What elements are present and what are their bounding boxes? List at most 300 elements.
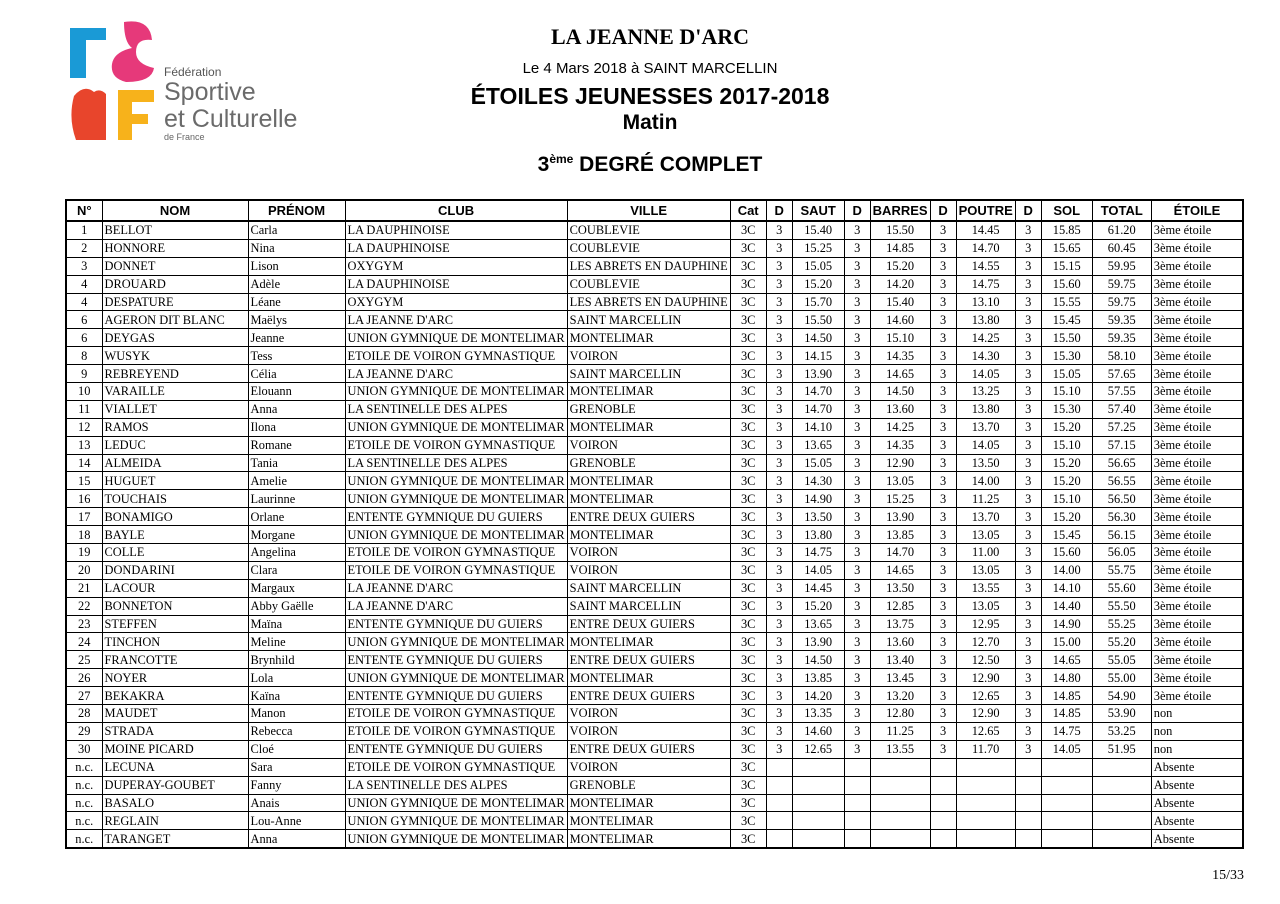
cell-d-saut: 3 <box>766 329 792 347</box>
cell-d-saut: 3 <box>766 544 792 562</box>
cell-barres <box>870 758 930 776</box>
cell-sol: 14.80 <box>1041 669 1092 687</box>
cell-club: UNION GYMNIQUE DE MONTELIMAR <box>345 812 567 830</box>
table-row <box>66 311 1243 329</box>
cell-total <box>1092 776 1151 794</box>
cell-num: 11 <box>66 400 102 418</box>
cell-barres <box>870 776 930 794</box>
cell-club: ENTENTE GYMNIQUE DU GUIERS <box>345 687 567 705</box>
cell-d-poutre: 3 <box>930 365 956 383</box>
cell-total: 59.35 <box>1092 311 1151 329</box>
cell-d-sol: 3 <box>1015 257 1041 275</box>
cell-total: 57.40 <box>1092 400 1151 418</box>
cell-nom: ALMEIDA <box>102 454 248 472</box>
cell-cat: 3C <box>730 830 766 848</box>
cell-saut <box>792 776 844 794</box>
cell-cat: 3C <box>730 651 766 669</box>
cell-sol: 15.00 <box>1041 633 1092 651</box>
cell-cat: 3C <box>730 275 766 293</box>
cell-saut <box>792 812 844 830</box>
cell-saut: 13.90 <box>792 365 844 383</box>
cell-total: 58.10 <box>1092 347 1151 365</box>
cell-nom: MOINE PICARD <box>102 740 248 758</box>
cell-prenom: Maïna <box>248 615 345 633</box>
cell-d-saut <box>766 776 792 794</box>
cell-prenom: Lou-Anne <box>248 812 345 830</box>
cell-prenom: Carla <box>248 221 345 239</box>
cell-prenom: Léane <box>248 293 345 311</box>
cell-d-barres: 3 <box>844 705 870 723</box>
cell-d-poutre: 3 <box>930 454 956 472</box>
cell-club: UNION GYMNIQUE DE MONTELIMAR <box>345 329 567 347</box>
cell-d-barres: 3 <box>844 347 870 365</box>
cell-d-barres: 3 <box>844 257 870 275</box>
cell-num: n.c. <box>66 812 102 830</box>
cell-club: LA JEANNE D'ARC <box>345 579 567 597</box>
table-row <box>66 508 1243 526</box>
cell-etoile: 3ème étoile <box>1151 615 1243 633</box>
results-table <box>65 199 1244 849</box>
cell-ville: MONTELIMAR <box>567 830 730 848</box>
ffsc-logo-mark <box>66 18 166 142</box>
cell-poutre: 12.90 <box>956 669 1015 687</box>
cell-d-saut: 3 <box>766 239 792 257</box>
cell-d-sol <box>1015 758 1041 776</box>
cell-barres: 12.85 <box>870 597 930 615</box>
cell-d-saut: 3 <box>766 221 792 239</box>
cell-sol: 14.40 <box>1041 597 1092 615</box>
cell-ville: VOIRON <box>567 544 730 562</box>
cell-barres: 13.50 <box>870 579 930 597</box>
table-row <box>66 544 1243 562</box>
cell-barres <box>870 830 930 848</box>
cell-poutre: 11.25 <box>956 490 1015 508</box>
cell-barres: 14.20 <box>870 275 930 293</box>
cell-prenom: Fanny <box>248 776 345 794</box>
cell-prenom: Clara <box>248 561 345 579</box>
cell-barres: 13.45 <box>870 669 930 687</box>
cell-club: ETOILE DE VOIRON GYMNASTIQUE <box>345 436 567 454</box>
cell-saut: 14.15 <box>792 347 844 365</box>
cell-sol: 14.65 <box>1041 651 1092 669</box>
col-header-sol: SOL <box>1041 200 1092 221</box>
cell-d-saut: 3 <box>766 275 792 293</box>
cell-prenom: Cloé <box>248 740 345 758</box>
cell-d-saut <box>766 812 792 830</box>
logo-line-2: Sportive <box>164 78 256 106</box>
cell-prenom: Kaïna <box>248 687 345 705</box>
cell-poutre: 12.95 <box>956 615 1015 633</box>
cell-d-sol <box>1015 794 1041 812</box>
cell-sol: 15.60 <box>1041 275 1092 293</box>
cell-total: 53.25 <box>1092 722 1151 740</box>
table-row <box>66 758 1243 776</box>
cell-prenom: Lison <box>248 257 345 275</box>
cell-club: ETOILE DE VOIRON GYMNASTIQUE <box>345 722 567 740</box>
table-row <box>66 365 1243 383</box>
cell-d-sol: 3 <box>1015 740 1041 758</box>
cell-saut: 12.65 <box>792 740 844 758</box>
cell-club: ENTENTE GYMNIQUE DU GUIERS <box>345 615 567 633</box>
cell-sol: 15.10 <box>1041 490 1092 508</box>
cell-club: OXYGYM <box>345 257 567 275</box>
cell-sol: 15.30 <box>1041 400 1092 418</box>
cell-poutre: 13.70 <box>956 418 1015 436</box>
cell-sol: 15.10 <box>1041 383 1092 401</box>
cell-d-saut: 3 <box>766 526 792 544</box>
results-header <box>66 200 1243 221</box>
cell-saut: 13.90 <box>792 633 844 651</box>
cell-poutre: 13.55 <box>956 579 1015 597</box>
cell-total: 56.30 <box>1092 508 1151 526</box>
cell-sol <box>1041 812 1092 830</box>
cell-club: UNION GYMNIQUE DE MONTELIMAR <box>345 794 567 812</box>
cell-d-saut: 3 <box>766 454 792 472</box>
cell-ville: LES ABRETS EN DAUPHINE <box>567 293 730 311</box>
cell-num: 6 <box>66 329 102 347</box>
cell-d-poutre: 3 <box>930 329 956 347</box>
cell-ville: VOIRON <box>567 705 730 723</box>
cell-cat: 3C <box>730 722 766 740</box>
cell-d-barres: 3 <box>844 579 870 597</box>
cell-d-sol: 3 <box>1015 293 1041 311</box>
cell-etoile: 3ème étoile <box>1151 400 1243 418</box>
cell-total: 56.50 <box>1092 490 1151 508</box>
cell-barres: 14.25 <box>870 418 930 436</box>
cell-total: 59.35 <box>1092 329 1151 347</box>
cell-d-sol: 3 <box>1015 561 1041 579</box>
cell-poutre: 13.05 <box>956 526 1015 544</box>
cell-etoile: 3ème étoile <box>1151 221 1243 239</box>
cell-saut: 14.05 <box>792 561 844 579</box>
cell-etoile: 3ème étoile <box>1151 275 1243 293</box>
cell-cat: 3C <box>730 669 766 687</box>
cell-total: 55.00 <box>1092 669 1151 687</box>
cell-nom: COLLE <box>102 544 248 562</box>
cell-d-poutre: 3 <box>930 383 956 401</box>
cell-sol: 15.20 <box>1041 418 1092 436</box>
cell-saut: 13.65 <box>792 436 844 454</box>
table-row <box>66 383 1243 401</box>
cell-poutre: 14.45 <box>956 221 1015 239</box>
cell-saut: 13.35 <box>792 705 844 723</box>
cell-saut: 14.90 <box>792 490 844 508</box>
cell-nom: LECUNA <box>102 758 248 776</box>
cell-d-barres: 3 <box>844 293 870 311</box>
cell-poutre: 13.25 <box>956 383 1015 401</box>
cell-nom: RAMOS <box>102 418 248 436</box>
cell-d-barres: 3 <box>844 633 870 651</box>
cell-sol: 15.20 <box>1041 454 1092 472</box>
cell-d-saut: 3 <box>766 311 792 329</box>
table-row <box>66 472 1243 490</box>
cell-prenom: Elouann <box>248 383 345 401</box>
cell-ville: ENTRE DEUX GUIERS <box>567 687 730 705</box>
cell-d-sol: 3 <box>1015 544 1041 562</box>
cell-d-saut: 3 <box>766 257 792 275</box>
cell-prenom: Orlane <box>248 508 345 526</box>
cell-sol: 14.85 <box>1041 687 1092 705</box>
cell-nom: STEFFEN <box>102 615 248 633</box>
cell-d-poutre <box>930 812 956 830</box>
cell-barres: 14.35 <box>870 347 930 365</box>
cell-ville: MONTELIMAR <box>567 418 730 436</box>
cell-d-sol <box>1015 812 1041 830</box>
cell-cat: 3C <box>730 776 766 794</box>
cell-ville: GRENOBLE <box>567 454 730 472</box>
table-row <box>66 221 1243 239</box>
table-row <box>66 257 1243 275</box>
cell-num: 30 <box>66 740 102 758</box>
cell-barres: 15.20 <box>870 257 930 275</box>
cell-d-saut: 3 <box>766 400 792 418</box>
cell-d-sol: 3 <box>1015 687 1041 705</box>
cell-sol: 15.45 <box>1041 526 1092 544</box>
cell-ville: VOIRON <box>567 347 730 365</box>
cell-etoile: 3ème étoile <box>1151 544 1243 562</box>
cell-d-poutre: 3 <box>930 615 956 633</box>
cell-total: 55.50 <box>1092 597 1151 615</box>
cell-poutre: 14.00 <box>956 472 1015 490</box>
cell-d-barres: 3 <box>844 400 870 418</box>
cell-poutre: 13.80 <box>956 311 1015 329</box>
cell-total: 55.75 <box>1092 561 1151 579</box>
cell-num: n.c. <box>66 794 102 812</box>
cell-ville: MONTELIMAR <box>567 490 730 508</box>
ffsc-logo <box>66 18 316 142</box>
cell-barres: 15.50 <box>870 221 930 239</box>
cell-d-barres: 3 <box>844 669 870 687</box>
cell-d-barres: 3 <box>844 508 870 526</box>
table-row <box>66 812 1243 830</box>
table-row <box>66 454 1243 472</box>
cell-barres: 13.05 <box>870 472 930 490</box>
cell-ville: VOIRON <box>567 758 730 776</box>
cell-nom: BELLOT <box>102 221 248 239</box>
cell-poutre <box>956 812 1015 830</box>
cell-cat: 3C <box>730 615 766 633</box>
cell-cat: 3C <box>730 526 766 544</box>
cell-sol: 14.90 <box>1041 615 1092 633</box>
cell-num: 26 <box>66 669 102 687</box>
cell-poutre <box>956 776 1015 794</box>
cell-prenom: Jeanne <box>248 329 345 347</box>
cell-barres <box>870 812 930 830</box>
cell-cat: 3C <box>730 365 766 383</box>
cell-prenom: Célia <box>248 365 345 383</box>
col-header-prenom: PRÉNOM <box>248 200 345 221</box>
cell-etoile: Absente <box>1151 758 1243 776</box>
cell-num: 16 <box>66 490 102 508</box>
cell-cat: 3C <box>730 740 766 758</box>
cell-prenom: Maëlys <box>248 311 345 329</box>
cell-nom: HUGUET <box>102 472 248 490</box>
cell-club: ETOILE DE VOIRON GYMNASTIQUE <box>345 544 567 562</box>
cell-num: 17 <box>66 508 102 526</box>
cell-etoile: 3ème étoile <box>1151 418 1243 436</box>
cell-prenom: Nina <box>248 239 345 257</box>
cell-total: 56.65 <box>1092 454 1151 472</box>
cell-club: UNION GYMNIQUE DE MONTELIMAR <box>345 418 567 436</box>
cell-cat: 3C <box>730 812 766 830</box>
cell-d-saut: 3 <box>766 722 792 740</box>
cell-cat: 3C <box>730 329 766 347</box>
cell-d-sol: 3 <box>1015 508 1041 526</box>
cell-nom: TARANGET <box>102 830 248 848</box>
cell-d-poutre: 3 <box>930 705 956 723</box>
cell-d-sol: 3 <box>1015 436 1041 454</box>
cell-d-poutre: 3 <box>930 687 956 705</box>
cell-club: UNION GYMNIQUE DE MONTELIMAR <box>345 669 567 687</box>
cell-num: 21 <box>66 579 102 597</box>
cell-poutre: 12.65 <box>956 722 1015 740</box>
cell-etoile: 3ème étoile <box>1151 597 1243 615</box>
table-row <box>66 526 1243 544</box>
cell-nom: BAYLE <box>102 526 248 544</box>
cell-sol <box>1041 794 1092 812</box>
session-title: Matin <box>622 111 678 134</box>
cell-ville: GRENOBLE <box>567 400 730 418</box>
cell-sol: 15.60 <box>1041 544 1092 562</box>
cell-d-barres: 3 <box>844 383 870 401</box>
cell-d-poutre <box>930 758 956 776</box>
cell-sol <box>1041 776 1092 794</box>
table-row <box>66 651 1243 669</box>
table-row <box>66 830 1243 848</box>
cell-poutre: 11.00 <box>956 544 1015 562</box>
cell-cat: 3C <box>730 311 766 329</box>
cell-saut: 14.10 <box>792 418 844 436</box>
cell-saut: 13.85 <box>792 669 844 687</box>
cell-prenom: Abby Gaëlle <box>248 597 345 615</box>
cell-nom: STRADA <box>102 722 248 740</box>
cell-sol: 15.65 <box>1041 239 1092 257</box>
cell-d-sol: 3 <box>1015 347 1041 365</box>
cell-total: 59.75 <box>1092 275 1151 293</box>
cell-d-barres <box>844 794 870 812</box>
cell-nom: DEYGAS <box>102 329 248 347</box>
cell-d-saut: 3 <box>766 347 792 365</box>
cell-cat: 3C <box>730 490 766 508</box>
cell-saut: 15.05 <box>792 257 844 275</box>
cell-total: 57.65 <box>1092 365 1151 383</box>
cell-saut: 15.40 <box>792 221 844 239</box>
cell-d-saut: 3 <box>766 579 792 597</box>
cell-num: 29 <box>66 722 102 740</box>
cell-prenom: Tess <box>248 347 345 365</box>
cell-prenom: Meline <box>248 633 345 651</box>
cell-d-poutre: 3 <box>930 400 956 418</box>
cell-nom: REGLAIN <box>102 812 248 830</box>
table-row <box>66 776 1243 794</box>
cell-d-barres: 3 <box>844 544 870 562</box>
cell-poutre: 14.75 <box>956 275 1015 293</box>
cell-d-saut: 3 <box>766 418 792 436</box>
cell-club: LA DAUPHINOISE <box>345 221 567 239</box>
col-header-nom: NOM <box>102 200 248 221</box>
cell-total: 57.15 <box>1092 436 1151 454</box>
cell-prenom: Ilona <box>248 418 345 436</box>
cell-total: 59.75 <box>1092 293 1151 311</box>
cell-nom: TINCHON <box>102 633 248 651</box>
cell-cat: 3C <box>730 418 766 436</box>
cell-num: 4 <box>66 293 102 311</box>
cell-d-barres: 3 <box>844 651 870 669</box>
cell-d-barres: 3 <box>844 490 870 508</box>
cell-nom: HONNORE <box>102 239 248 257</box>
cell-d-poutre: 3 <box>930 472 956 490</box>
col-header-club: CLUB <box>345 200 567 221</box>
page-number: 15/33 <box>1212 868 1244 883</box>
cell-d-poutre: 3 <box>930 669 956 687</box>
cell-cat: 3C <box>730 472 766 490</box>
cell-barres: 13.75 <box>870 615 930 633</box>
cell-d-poutre: 3 <box>930 722 956 740</box>
cell-prenom: Angelina <box>248 544 345 562</box>
cell-cat: 3C <box>730 436 766 454</box>
cell-num: 18 <box>66 526 102 544</box>
cell-num: 15 <box>66 472 102 490</box>
cell-d-poutre: 3 <box>930 347 956 365</box>
cell-cat: 3C <box>730 597 766 615</box>
cell-d-barres: 3 <box>844 329 870 347</box>
cell-nom: MAUDET <box>102 705 248 723</box>
cell-etoile: 3ème étoile <box>1151 669 1243 687</box>
cell-cat: 3C <box>730 347 766 365</box>
cell-total: 61.20 <box>1092 221 1151 239</box>
cell-barres: 14.60 <box>870 311 930 329</box>
cell-poutre: 12.50 <box>956 651 1015 669</box>
cell-d-poutre: 3 <box>930 544 956 562</box>
cell-saut: 14.70 <box>792 383 844 401</box>
cell-prenom: Morgane <box>248 526 345 544</box>
cell-total: 53.90 <box>1092 705 1151 723</box>
cell-nom: DESPATURE <box>102 293 248 311</box>
cell-cat: 3C <box>730 544 766 562</box>
cell-sol: 14.10 <box>1041 579 1092 597</box>
cell-nom: TOUCHAIS <box>102 490 248 508</box>
cell-num: 9 <box>66 365 102 383</box>
cell-saut: 15.25 <box>792 239 844 257</box>
cell-club: LA DAUPHINOISE <box>345 275 567 293</box>
competition-title: ÉTOILES JEUNESSES 2017-2018 <box>470 83 830 109</box>
cell-d-barres: 3 <box>844 472 870 490</box>
cell-barres: 12.90 <box>870 454 930 472</box>
cell-barres: 14.65 <box>870 561 930 579</box>
cell-d-barres: 3 <box>844 311 870 329</box>
cell-nom: LEDUC <box>102 436 248 454</box>
cell-d-sol: 3 <box>1015 597 1041 615</box>
cell-etoile: 3ème étoile <box>1151 454 1243 472</box>
cell-poutre: 14.30 <box>956 347 1015 365</box>
cell-cat: 3C <box>730 579 766 597</box>
cell-sol: 15.15 <box>1041 257 1092 275</box>
cell-ville: MONTELIMAR <box>567 383 730 401</box>
cell-d-barres: 3 <box>844 597 870 615</box>
cell-saut: 13.80 <box>792 526 844 544</box>
col-header-barres: BARRES <box>870 200 930 221</box>
cell-d-barres: 3 <box>844 740 870 758</box>
cell-club: ETOILE DE VOIRON GYMNASTIQUE <box>345 347 567 365</box>
cell-ville: ENTRE DEUX GUIERS <box>567 651 730 669</box>
cell-d-sol: 3 <box>1015 490 1041 508</box>
cell-d-saut: 3 <box>766 669 792 687</box>
cell-prenom: Margaux <box>248 579 345 597</box>
cell-d-barres <box>844 758 870 776</box>
cell-d-barres: 3 <box>844 687 870 705</box>
cell-d-poutre: 3 <box>930 239 956 257</box>
cell-saut: 13.65 <box>792 615 844 633</box>
